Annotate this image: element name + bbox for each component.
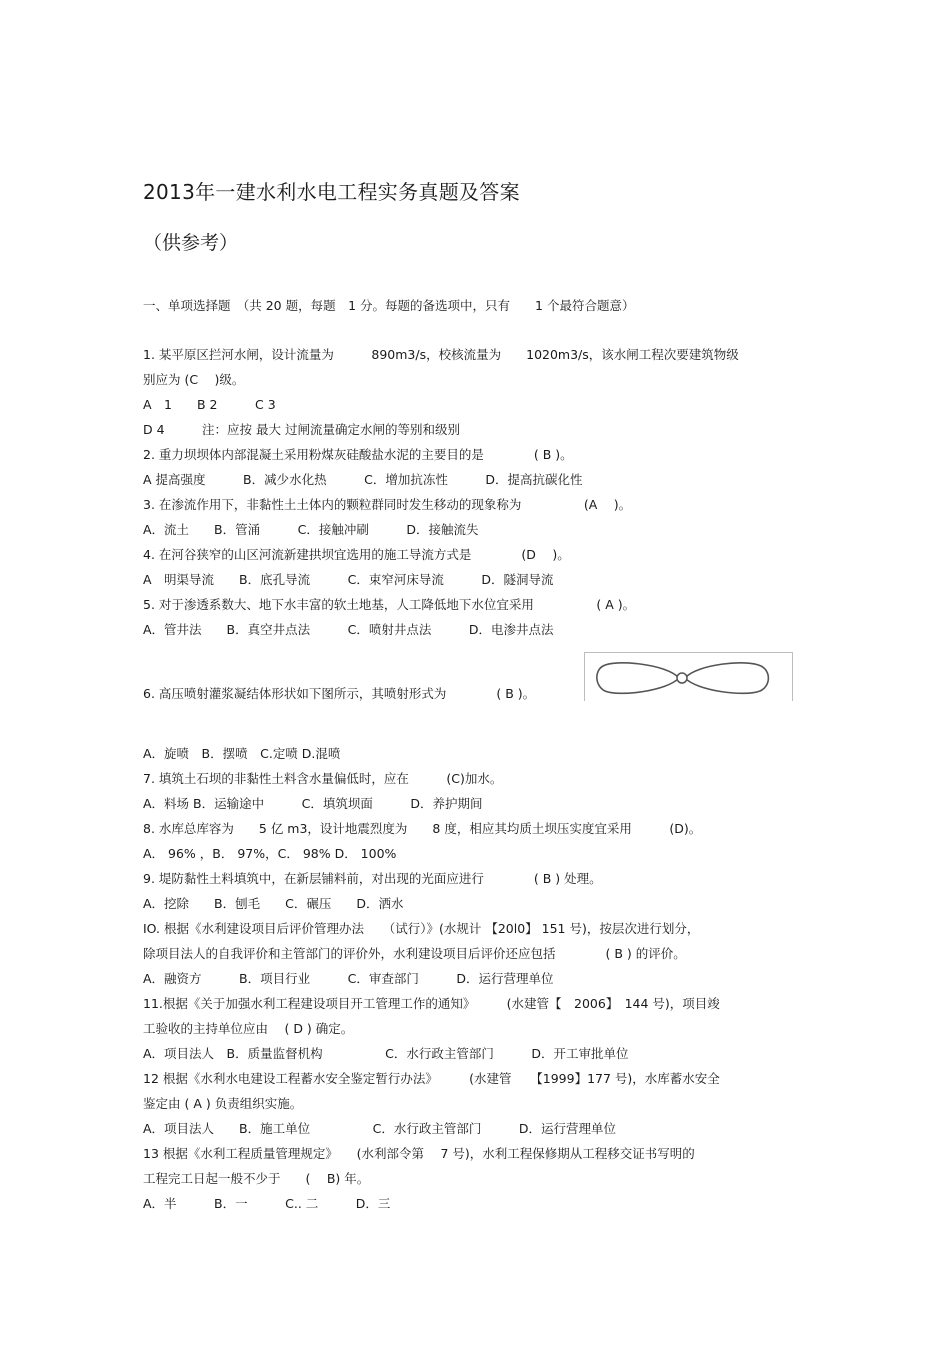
- q11-line-1: 11.根据《关于加强水利工程建设项目开工管理工作的通知》 (水建管【 2006】 144 号)，项目竣: [143, 996, 720, 1011]
- q12-line-2: 鉴定由 ( A ) 负责组织实施。: [143, 1096, 303, 1111]
- q8-options: A． 96% ，B． 97%，C． 98% D． 100%: [143, 846, 397, 861]
- page-subtitle: （供参考）: [143, 232, 239, 254]
- q10-line-1: IO. 根据《水利建设项目后评价管理办法 （试行）》(水规计 【20l0】 151 号)，按层次进行划分，: [143, 921, 700, 936]
- q1-line-2: 别应为 (C )级。: [143, 372, 245, 387]
- q3-options: A．流土 B．管涌 C．接触冲刷 D．接触流失: [143, 522, 479, 537]
- q3-line: 3. 在渗流作用下，非黏性土土体内的颗粒群同时发生移动的现象称为 (A )。: [143, 497, 632, 512]
- q9-line: 9. 堤防黏性土料填筑中，在新层铺料前，对出现的光面应进行 ( B ) 处理。: [143, 871, 602, 886]
- q12-options: A．项目法人 B．施工单位 C．水行政主管部门 D．运行营理单位: [143, 1121, 616, 1136]
- q5-line: 5. 对于渗透系数大、地下水丰富的软土地基，人工降低地下水位宜采用 ( A )。: [143, 597, 636, 612]
- section-header: 一、单项选择题 （共 20 题，每题 1 分。每题的备选项中，只有 1 个最符合题意）: [143, 298, 635, 313]
- q13-line-1: 13 根据《水利工程质量管理规定》 (水利部令第 7 号)，水利工程保修期从工程移交证书写明的: [143, 1146, 695, 1161]
- grout-shape-figure: [584, 652, 793, 701]
- q1-options-2: D 4 注：应按 最大 过闸流量确定水闸的等别和级别: [143, 422, 460, 437]
- q13-options: A．半 B．一 C.. 二 D．三: [143, 1196, 391, 1211]
- q7-line: 7. 填筑土石坝的非黏性土料含水量偏低时，应在 (C)加水。: [143, 771, 503, 786]
- q1-options-1: A 1 B 2 C 3: [143, 397, 276, 412]
- q6-options: A．旋喷 B．摆喷 C.定喷 D.混喷: [143, 746, 341, 761]
- q2-options: A 提高强度 B．减少水化热 C．增加抗冻性 D．提高抗碳化性: [143, 472, 583, 487]
- page-title: 2013年一建水利水电工程实务真题及答案: [143, 180, 520, 204]
- q2-line: 2. 重力坝坝体内部混凝土采用粉煤灰硅酸盐水泥的主要目的是 ( B )。: [143, 447, 573, 462]
- q4-line: 4. 在河谷狭窄的山区河流新建拱坝宜选用的施工导流方式是 (D )。: [143, 547, 570, 562]
- q6-line: 6. 高压喷射灌浆凝结体形状如下图所示，其喷射形式为 ( B )。: [143, 686, 536, 701]
- q13-line-2: 工程完工日起一般不少于 ( B) 年。: [143, 1171, 370, 1186]
- q11-options: A．项目法人 B．质量监督机构 C．水行政主管部门 D．开工审批单位: [143, 1046, 629, 1061]
- q10-options: A．融资方 B．项目行业 C．审查部门 D．运行营理单位: [143, 971, 554, 986]
- q10-line-2: 除项目法人的自我评价和主管部门的评价外，水利建设项目后评价还应包括 ( B ) 的评价。: [143, 946, 686, 961]
- q9-options: A．挖除 B．刨毛 C．碾压 D．洒水: [143, 896, 404, 911]
- swing-jet-shape-diagram: [585, 653, 790, 701]
- q4-options: A 明渠导流 B．底孔导流 C．束窄河床导流 D．隧洞导流: [143, 572, 554, 587]
- q12-line-1: 12 根据《水利水电建设工程蓄水安全鉴定暂行办法》 (水建管 【1999】177 号)，水库蓄水安全: [143, 1071, 720, 1086]
- q1-line-1: 1. 某平原区拦河水闸，设计流量为 890m3/s，校核流量为 1020m3/s，该水闸工程次要建筑物级: [143, 347, 739, 362]
- q11-line-2: 工验收的主持单位应由 ( D ) 确定。: [143, 1021, 354, 1036]
- q7-options: A．料场 B．运输途中 C．填筑坝面 D．养护期间: [143, 796, 483, 811]
- q8-line: 8. 水库总库容为 5 亿 m3，设计地震烈度为 8 度，相应其均质土坝压实度宜采用 (D)。: [143, 821, 702, 836]
- q5-options: A．管井法 B．真空井点法 C．喷射井点法 D．电渗井点法: [143, 622, 554, 637]
